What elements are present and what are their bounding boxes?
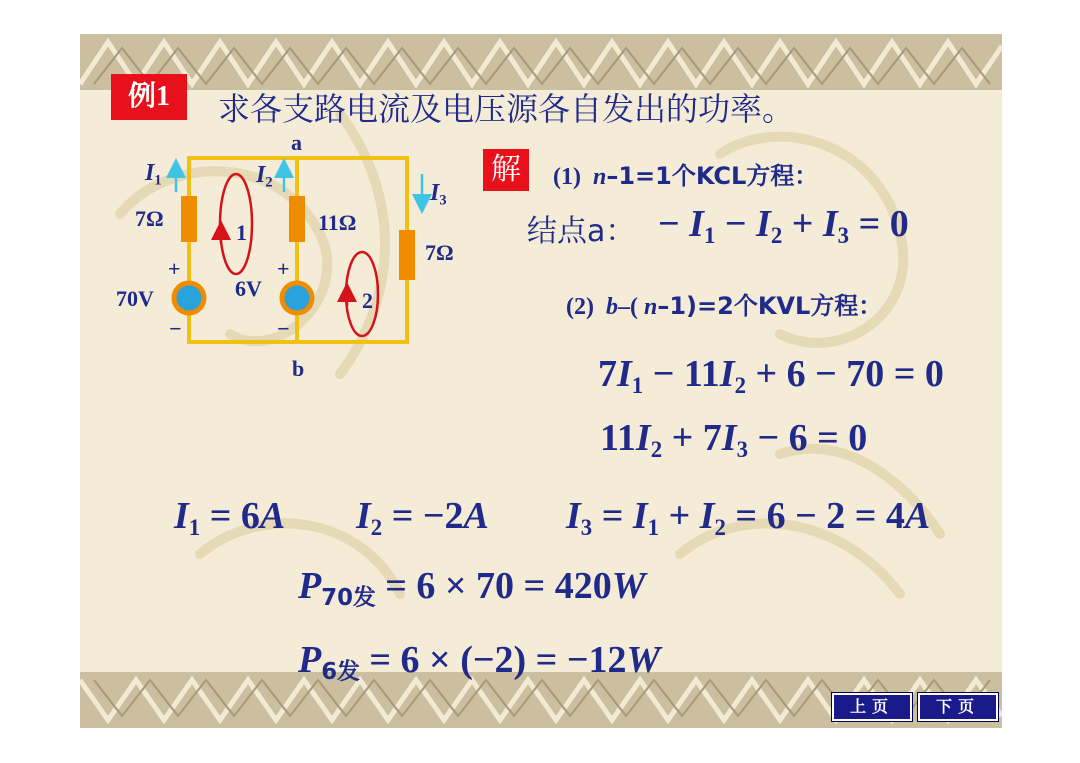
node-a-label: a [291,130,302,155]
current-i2-label: $I_2$ [256,162,273,191]
kcl-equation: − $I_1 - I_2 + I_3 = 0$ [658,203,909,248]
mesh-2-label: 2 [362,288,373,313]
power-70v: $P_{70发} = 6 \times 70 = 420W$ [298,565,646,611]
result-i1: $I_1 = 6A$ [174,495,286,540]
kcl-heading: (1) n–1=1个KCL方程： [553,162,819,190]
example-badge: 例1 [111,74,187,120]
minus-sign-70v: − [169,316,182,341]
resistor-r3-label: 7Ω [425,240,454,265]
solution-badge: 解 [483,149,529,191]
power-6v: $P_{6发} = 6 \times (-2) = -12W$ [298,639,661,685]
node-equation-label: 结点a： [527,214,636,249]
prev-page-button[interactable]: 上页 [832,693,912,721]
source-70v-label: 70V [116,286,154,311]
problem-title: 求各支路电流及电压源各自发出的功率。 [218,90,795,128]
plus-sign-70v: + [168,256,181,281]
kvl-equation-1: $7I_1 - 11I_2 + 6 - 70 = 0$ [598,353,944,398]
source-6v-label: 6V [235,276,262,301]
resistor-r1-label: 7Ω [135,206,164,231]
next-page-button[interactable]: 下页 [918,693,998,721]
resistor-r2-label: 11Ω [318,210,357,235]
current-i3-label: $I_3$ [430,180,447,209]
kvl-equation-2: $11I_2 + 7I_3 - 6 = 0$ [600,417,868,462]
mesh-1-label: 1 [236,220,247,245]
result-i2: $I_2 = -2A$ [356,495,489,540]
plus-sign-6v: + [277,256,290,281]
slide [80,34,1002,728]
result-i3: $I_3 = I_1 + I_2 = 6 - 2 = 4A$ [566,495,931,540]
minus-sign-6v: − [277,316,290,341]
current-i1-label: $I_1$ [145,160,162,189]
kvl-heading: (2) b–( n–1)=2个KVL方程： [566,292,883,320]
node-b-label: b [292,356,305,381]
